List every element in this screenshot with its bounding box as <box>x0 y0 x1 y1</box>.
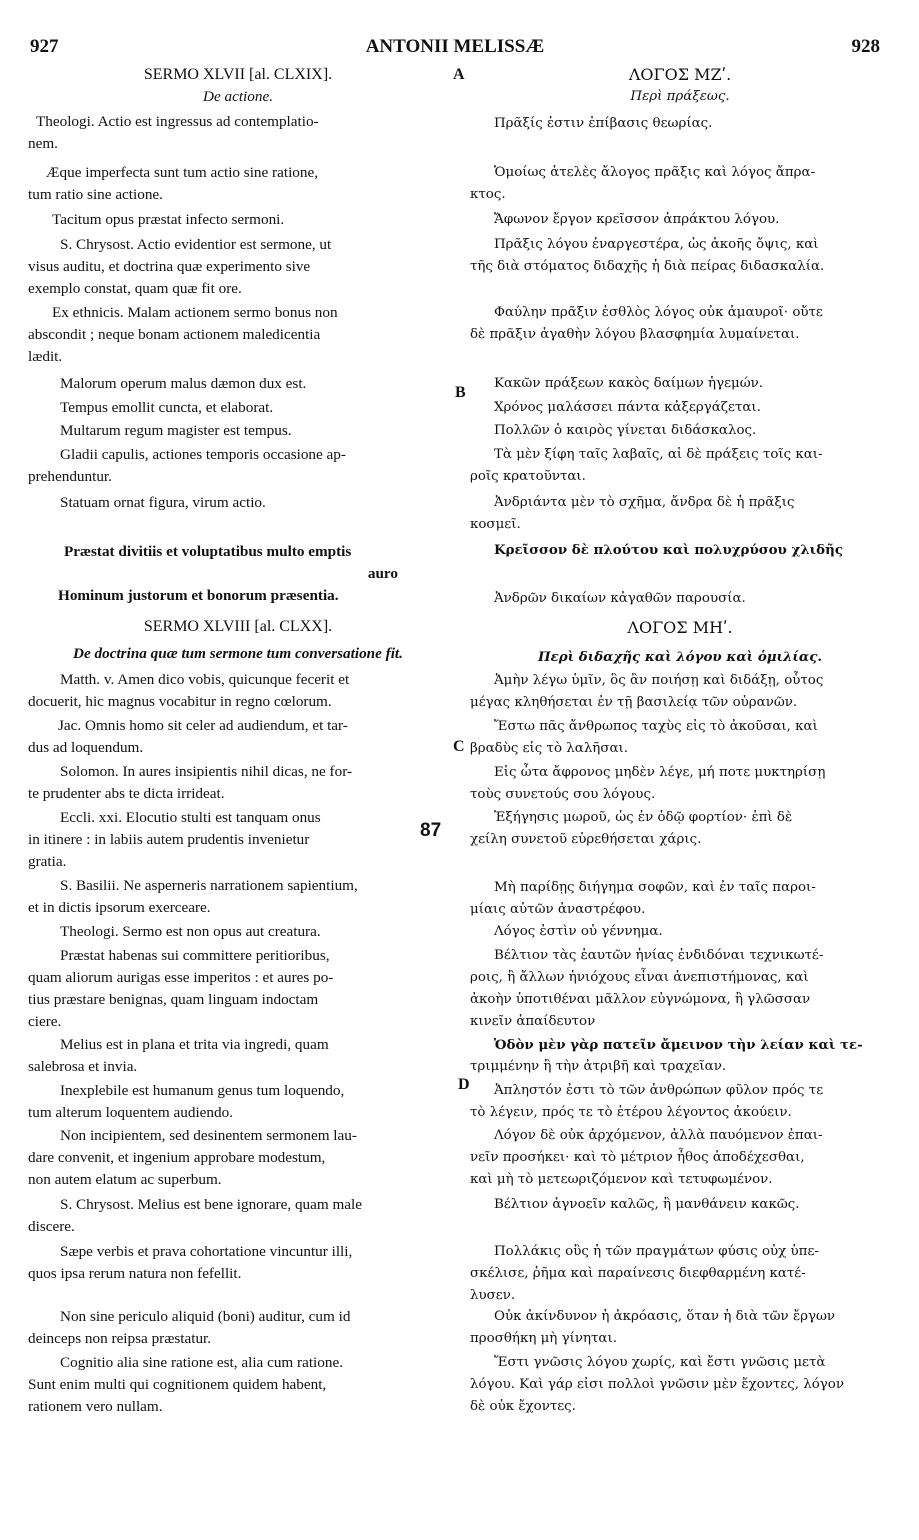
latin-line: Theologi. Actio est ingressus ad contemplatio- <box>36 113 319 130</box>
greek-line: προσθήκη μὴ γίνηται. <box>470 1331 617 1346</box>
latin-line: De actione. <box>202 88 273 105</box>
latin-line: et in dictis ipsorum exerceare. <box>28 899 211 916</box>
latin-line: Sæpe verbis et prava cohortatione vincuntur illi, <box>60 1243 353 1260</box>
greek-line: μίαις αὐτῶν ἀναστρέφου. <box>470 902 646 917</box>
greek-line: νεῖν προσήκει· καὶ τὸ μέτριον ἦθος ἀποδέχεσθαι, <box>470 1150 805 1165</box>
greek-line: Ἀμὴν λέγω ὑμῖν, ὃς ἂν ποιήσῃ καὶ διδάξῃ, οὗτος <box>494 673 824 688</box>
greek-line: Ἔστω πᾶς ἄνθρωπος ταχὺς εἰς τὸ ἀκοῦσαι, καὶ <box>494 719 818 734</box>
greek-line: τοὺς συνετούς σου λόγους. <box>470 787 656 802</box>
latin-line: gratia. <box>28 853 67 870</box>
latin-line: exemplo constat, quam quæ fit ore. <box>28 280 242 297</box>
greek-line: Βέλτιον ἀγνοεῖν καλῶς, ἢ μανθάνειν κακῶς. <box>494 1197 800 1212</box>
greek-line: Χρόνος μαλάσσει πάντα κἀξεργάζεται. <box>494 400 761 415</box>
latin-line: Malorum operum malus dæmon dux est. <box>60 375 307 392</box>
greek-line: Ἀνδρῶν δικαίων κἀγαθῶν παρουσία. <box>494 591 746 606</box>
greek-line: τῆς διὰ στόματος διδαχῆς ἡ διὰ πείρας διδασκαλία. <box>470 259 825 274</box>
running-title: ANTONII MELISSÆ <box>365 36 545 57</box>
greek-line: ΛΟΓΟΣ ΜΗʹ. <box>627 618 733 637</box>
latin-line: Inexplebile est humanum genus tum loquendo, <box>60 1082 345 1099</box>
page-number-left: 927 <box>30 36 59 57</box>
latin-line: in itinere : in labiis autem prudentis invenietur <box>28 831 310 848</box>
latin-line: Theologi. Sermo est non opus aut creatura. <box>60 923 321 940</box>
latin-line: S. Basilii. Ne asperneris narrationem sapientium, <box>60 877 358 894</box>
latin-line: deinceps non reipsa præstatur. <box>28 1330 212 1347</box>
greek-line: Πρᾶξις λόγου ἐναργεστέρα, ὡς ἀκοῆς ὄψις, καὶ <box>494 237 819 252</box>
latin-line: rationem vero nullam. <box>28 1398 163 1415</box>
latin-line: Non sine periculo aliquid (boni) auditur, cum id <box>60 1308 351 1325</box>
greek-line: κτος. <box>470 187 506 202</box>
latin-line: Præstat divitiis et voluptatibus multo emptis <box>64 543 352 560</box>
latin-line: Cognitio alia sine ratione est, alia cum ratione. <box>60 1354 343 1371</box>
greek-line: Εἰς ὦτα ἄφρονος μηδὲν λέγε, μή ποτε μυκτηρίσῃ <box>494 765 826 780</box>
greek-line: Περὶ πράξεως. <box>630 89 730 104</box>
latin-line: quos ipsa rerum natura non fefellit. <box>28 1265 242 1282</box>
latin-line: Præstat habenas sui committere peritioribus, <box>60 947 330 964</box>
latin-line: docuerit, hic magnus vocabitur in regno cœlorum. <box>28 693 332 710</box>
greek-line: Τὰ μὲν ξίφη ταῖς λαβαῖς, αἱ δὲ πράξεις τοῖς και- <box>494 447 823 462</box>
latin-line: Tacitum opus præstat infecto sermoni. <box>52 211 285 228</box>
latin-line: quam aliorum aurigas esse imperitos : et aures po- <box>28 969 334 986</box>
greek-line: Κακῶν πράξεων κακὸς δαίμων ἡγεμών. <box>494 376 764 391</box>
latin-line: Æque imperfecta sunt tum actio sine ratione, <box>46 164 319 181</box>
page-number-right: 928 <box>851 36 880 57</box>
greek-line: Ἐξήγησις μωροῦ, ὡς ἐν ὁδῷ φορτίον· ἐπὶ δὲ <box>494 810 793 825</box>
greek-line: τὸ λέγειν, πρός τε τὸ ἑτέρου λέγοντος ἀκούειν. <box>470 1105 792 1120</box>
latin-line: tum alterum loquentem audiendo. <box>28 1104 233 1121</box>
margin-letter-c: C <box>453 738 465 755</box>
greek-line: λόγου. Καὶ γάρ εἰσι πολλοὶ γνῶσιν μὲν ἔχοντες, λόγον <box>470 1377 844 1392</box>
latin-line: visus auditu, et doctrina quæ experimento sive <box>28 258 311 275</box>
greek-line: Βέλτιον τὰς ἑαυτῶν ἡνίας ἐνδιδόναι τεχνικωτέ- <box>494 948 824 963</box>
latin-line: Multarum regum magister est tempus. <box>60 422 292 439</box>
greek-line: μέγας κληθήσεται ἐν τῇ βασιλείᾳ τῶν οὐρανῶν. <box>470 695 798 710</box>
latin-line: te prudenter abs te dicta irrideat. <box>28 785 225 802</box>
greek-line: ροις, ἢ ἄλλων ἡνιόχους εἶναι ἀνεπιστήμονας, καὶ <box>470 970 809 985</box>
greek-line: Πρᾶξίς ἐστιν ἐπίβασις θεωρίας. <box>494 116 713 131</box>
greek-line: Οὐκ ἀκίνδυνον ἡ ἀκρόασις, ὅταν ἡ διὰ τῶν ἔργων <box>494 1309 836 1324</box>
greek-line: Λόγος ἐστὶν οὐ γέννημα. <box>494 924 663 939</box>
latin-line: S. Chrysost. Melius est bene ignorare, quam male <box>60 1196 363 1213</box>
greek-line: καὶ μὴ τὸ μετεωριζόμενον καὶ τετυφωμένον. <box>470 1172 773 1187</box>
latin-line: prehenduntur. <box>28 468 112 485</box>
latin-line: Tempus emollit cuncta, et elaborat. <box>60 399 274 416</box>
margin-letter-b: B <box>455 384 466 401</box>
latin-line: non autem elatum ac superbum. <box>28 1171 222 1188</box>
latin-line: S. Chrysost. Actio evidentior est sermone, ut <box>60 236 332 253</box>
latin-line: nem. <box>28 135 58 152</box>
greek-line: Πολλῶν ὁ καιρὸς γίνεται διδάσκαλος. <box>494 423 757 438</box>
greek-line: δὲ πρᾶξιν ἀγαθὴν λόγου βλασφημία λυμαίνεται. <box>470 327 800 342</box>
latin-line: Matth. v. Amen dico vobis, quicunque fecerit et <box>60 671 350 688</box>
greek-line: Ὁδὸν μὲν γὰρ πατεῖν ἄμεινον τὴν λείαν καὶ τε- <box>494 1037 863 1053</box>
greek-line: Περὶ διδαχῆς καὶ λόγου καὶ ὁμιλίας. <box>537 649 823 665</box>
latin-line: abscondit ; neque bonam actionem maledicentia <box>28 326 321 343</box>
latin-line: Jac. Omnis homo sit celer ad audiendum, et tar- <box>58 717 348 734</box>
latin-line: dare convenit, et ingenium approbare modestum, <box>28 1149 326 1166</box>
latin-line: tius præstare benignas, quam linguam indoctam <box>28 991 319 1008</box>
greek-line: κινεῖν ἀπαίδευτον <box>470 1014 596 1029</box>
latin-line: lædit. <box>28 348 63 365</box>
greek-line: χείλη συνετοῦ εὑρεθήσεται χάρις. <box>470 832 702 847</box>
greek-line: ΛΟΓΟΣ ΜΖʹ. <box>628 65 732 84</box>
latin-line: Gladii capulis, actiones temporis occasione ap- <box>60 446 346 463</box>
greek-line: βραδὺς εἰς τὸ λαλῆσαι. <box>470 741 629 756</box>
latin-line: Hominum justorum et bonorum præsentia. <box>58 587 339 604</box>
greek-line: Πολλάκις οὓς ἡ τῶν πραγμάτων φύσις οὐχ ὑπε- <box>494 1244 819 1259</box>
greek-line: τριμμένην ἢ τὴν ἀτριβῆ καὶ τραχεῖαν. <box>470 1059 727 1074</box>
margin-letter-a: A <box>453 66 465 83</box>
greek-line: Μὴ παρίδῃς διήγημα σοφῶν, καὶ ἐν ταῖς παροι- <box>494 880 816 895</box>
latin-line: Eccli. xxi. Elocutio stulti est tanquam onus <box>60 809 321 826</box>
latin-line: SERMO XLVIII [al. CLXX]. <box>143 618 333 635</box>
greek-line: δὲ οὐκ ἔχοντες. <box>470 1399 576 1414</box>
greek-line: σκέλισε, ῥῆμα καὶ παραίνεσις διεφθαρμένη κατέ- <box>470 1266 806 1281</box>
greek-line: Κρεῖσσον δὲ πλούτου καὶ πολυχρύσου χλιδῆς <box>494 542 843 558</box>
latin-line: discere. <box>28 1218 75 1235</box>
latin-line: ciere. <box>28 1013 62 1030</box>
latin-line: auro <box>367 565 398 582</box>
latin-line: Sunt enim multi qui cognitionem quidem habent, <box>28 1376 327 1393</box>
latin-line: tum ratio sine actione. <box>28 186 163 203</box>
greek-line: Ὁμοίως ἀτελὲς ἄλογος πρᾶξις καὶ λόγος ἄπρα- <box>494 165 816 180</box>
greek-line: Λόγον δὲ οὐκ ἀρχόμενον, ἀλλὰ παυόμενον ἐπαι- <box>494 1128 823 1143</box>
latin-line: dus ad loquendum. <box>28 739 144 756</box>
greek-line: ἀκοὴν ὑποτιθέναι μᾶλλον εὐγνώμονα, ἢ γλῶσσαν <box>470 992 811 1007</box>
greek-line: κοσμεῖ. <box>470 517 521 532</box>
latin-line: De doctrina quæ tum sermone tum conversatione fit. <box>73 645 403 662</box>
greek-line: λυσεν. <box>470 1288 516 1303</box>
margin-letter-d: D <box>458 1076 470 1093</box>
latin-line: Melius est in plana et trita via ingredi, quam <box>60 1036 329 1053</box>
latin-line: SERMO XLVII [al. CLXIX]. <box>143 66 333 83</box>
greek-line: Ἀνδριάντα μὲν τὸ σχῆμα, ἄνδρα δὲ ἡ πρᾶξις <box>494 495 795 510</box>
latin-line: salebrosa et invia. <box>28 1058 138 1075</box>
latin-line: Statuam ornat figura, virum actio. <box>60 494 266 511</box>
column-number-87: 87 <box>420 820 442 841</box>
latin-line: Non incipientem, sed desinentem sermonem lau- <box>60 1127 357 1144</box>
latin-line: Solomon. In aures insipientis nihil dicas, ne for- <box>60 763 353 780</box>
greek-line: Ἔστι γνῶσις λόγου χωρίς, καὶ ἔστι γνῶσις μετὰ <box>494 1355 826 1370</box>
greek-line: Ἀπληστόν ἐστι τὸ τῶν ἀνθρώπων φῦλον πρός τε <box>494 1083 824 1098</box>
greek-line: ροῖς κρατοῦνται. <box>470 469 586 484</box>
greek-line: Ἄφωνον ἔργον κρεῖσσον ἀπράκτου λόγου. <box>494 212 780 227</box>
latin-line: Ex ethnicis. Malam actionem sermo bonus non <box>52 304 338 321</box>
running-head <box>30 36 880 60</box>
greek-line: Φαύλην πρᾶξιν ἐσθλὸς λόγος οὐκ ἀμαυροῖ· οὔτε <box>494 305 823 320</box>
